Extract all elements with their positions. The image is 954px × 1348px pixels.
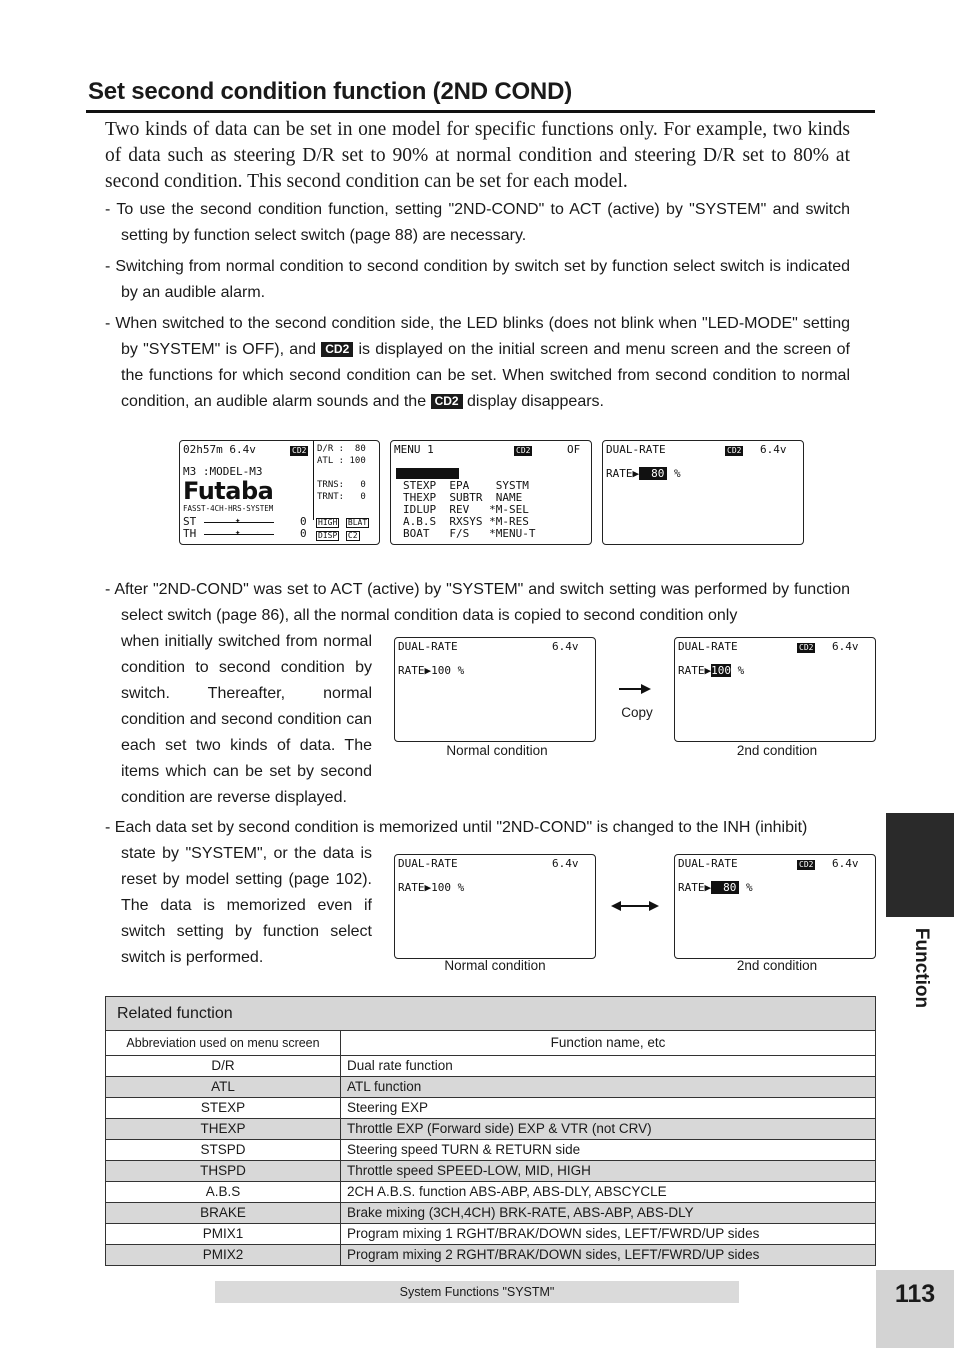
table-row: BRAKE Brake mixing (3CH,4CH) BRK-RATE, ABS-ABP, ABS-DLY — [106, 1203, 876, 1224]
lcd-copy-second: DUAL-RATE CD2 6.4v RATE▶100 % — [674, 637, 876, 742]
lcd-menu-screen: MENU 1 CD2 OF STEXP EPA SYSTM THEXP SUBTR NAME IDLUP REV *M-SEL A.B.S RXSYS *M-RES BOAT F/S *MENU-T — [390, 440, 592, 545]
futaba-logo: Futaba — [183, 477, 274, 505]
column-header: Abbreviation used on menu screen — [106, 1031, 341, 1056]
table-row: D/R Dual rate function — [106, 1056, 876, 1077]
section-label: Function — [911, 927, 932, 1009]
menu-row: THEXP SUBTR NAME — [403, 491, 523, 504]
table-row: THSPD Throttle speed SPEED-LOW, MID, HIGH — [106, 1161, 876, 1182]
cursor-arrow-icon: ▶ — [424, 664, 432, 677]
bullet-led: - When switched to the second condition side, the LED blinks (does not blink when "LED-MODE" setting by "SYSTEM" is OFF), and CD2 is displayed on the initial screen and menu screen and the screen of the functions for which second condition can be set. When switched from second condition to normal condition, an audible alarm sounds and the CD2 display disappears. — [105, 315, 850, 410]
cd2-indicator: CD2 — [516, 446, 531, 455]
footer-section-title: System Functions "SYSTM" — [215, 1281, 739, 1303]
title-rule — [86, 110, 875, 113]
table-row: PMIX1 Program mixing 1 RGHT/BRAK/DOWN sides, LEFT/FWRD/UP sides — [106, 1224, 876, 1245]
copy-caption: Copy — [621, 705, 653, 720]
menu-row: STEXP EPA SYSTM — [403, 479, 529, 492]
cursor-arrow-icon: ▶ — [704, 664, 712, 677]
page-number: 113 — [894, 1280, 936, 1308]
second-caption: 2nd condition — [736, 743, 818, 758]
lcd-memorize-second: DUAL-RATE CD2 6.4v RATE▶ 80 % — [674, 854, 876, 959]
related-function-table — [105, 996, 876, 1266]
column-header: Function name, etc — [341, 1031, 876, 1056]
table-row: STEXP Steering EXP — [106, 1098, 876, 1119]
section-tab — [886, 813, 954, 917]
normal-caption: Normal condition — [444, 958, 546, 973]
cd2-badge: CD2 — [321, 342, 353, 357]
table-row: THEXP Throttle EXP (Forward side) EXP & VTR (not CRV) — [106, 1119, 876, 1140]
table-heading: Related function — [106, 997, 876, 1031]
bullet-copy-detail: when initially switched from normal condition to second condition by switch. Thereafter, normal condition and second condition can each set two kinds of data. The items which can be set by second condition are reverse displayed. — [121, 633, 372, 806]
st-trim-marker-icon: ✦ — [235, 516, 241, 526]
cd2-indicator: CD2 — [799, 860, 814, 869]
bullet-memorize-detail: state by "SYSTEM", or the data is reset by model setting (page 102). The data is memorized even if switch setting by function select switch is performed. — [121, 845, 372, 966]
bullet-memorize-intro: - Each data set by second condition is memorized until "2ND-COND" is changed to the INH (inhibit) — [105, 819, 808, 836]
copy-arrow-icon — [617, 681, 653, 697]
second-caption: 2nd condition — [736, 958, 818, 973]
cd2-indicator: CD2 — [799, 643, 814, 652]
intro-paragraph: Two kinds of data can be set in one model for specific functions only. For example, two kinds of data such as steering D/R set to 90% at normal condition and steering D/R set to 80% at second condition. This second condition can be set for each model. — [105, 119, 850, 192]
rate-value: 80 — [639, 467, 667, 480]
page-title: Set second condition function (2ND COND) — [88, 78, 572, 105]
table-row: A.B.S 2CH A.B.S. function ABS-ABP, ABS-DLY, ABSCYCLE — [106, 1182, 876, 1203]
normal-caption: Normal condition — [446, 743, 548, 758]
cursor-arrow-icon: ▶ — [424, 881, 432, 894]
bullet-alarm: - Switching from normal condition to second condition by switch set by function select switch is indicated by an audible alarm. — [105, 258, 850, 301]
lcd-memorize-normal: DUAL-RATE 6.4v RATE▶100 % — [394, 854, 596, 959]
cursor-arrow-icon: ▶ — [704, 881, 712, 894]
lcd-copy-normal: DUAL-RATE 6.4v RATE▶100 % — [394, 637, 596, 742]
bullet-copy-intro: - After "2ND-COND" was set to ACT (active) by "SYSTEM" and switch setting was performed by function select switch (page 86), all the normal condition data is copied to second condition only — [105, 581, 850, 624]
cd2-indicator: CD2 — [292, 446, 307, 455]
lcd-dualrate-screen: DUAL-RATE CD2 6.4v RATE▶ 80 % — [602, 440, 804, 545]
double-arrow-icon — [609, 898, 661, 914]
bullet-activation: - To use the second condition function, setting "2ND-COND" to ACT (active) by "SYSTEM" and switch setting by function select switch (page 88) are necessary. — [105, 201, 850, 244]
lcd-initial-screen: 02h57m 6.4v CD2 D/R : 80 ATL : 100 TRNS: 0 TRNT: 0 M3 :MODEL-M3 Futaba FASST-4CH-HRS-SYSTEM ST TH ✦ ✦ 0 0 HIGH BLAT DISP C2 — [179, 440, 380, 545]
cd2-badge: CD2 — [431, 394, 463, 409]
menu-row: BOAT F/S *MENU-T — [403, 527, 536, 540]
menu-row: A.B.S RXSYS *M-RES — [403, 515, 529, 528]
table-row: PMIX2 Program mixing 2 RGHT/BRAK/DOWN sides, LEFT/FWRD/UP sides — [106, 1245, 876, 1266]
table-row: STSPD Steering speed TURN & RETURN side — [106, 1140, 876, 1161]
rate-value: 100 — [711, 664, 731, 677]
th-trim-marker-icon: ✦ — [235, 528, 241, 538]
cd2-indicator: CD2 — [727, 446, 742, 455]
rate-value: 80 — [711, 881, 739, 894]
menu-row: IDLUP REV *M-SEL — [403, 503, 529, 516]
table-row: ATL ATL function — [106, 1077, 876, 1098]
menu-cursor — [396, 468, 459, 479]
cursor-arrow-icon: ▶ — [632, 467, 640, 480]
